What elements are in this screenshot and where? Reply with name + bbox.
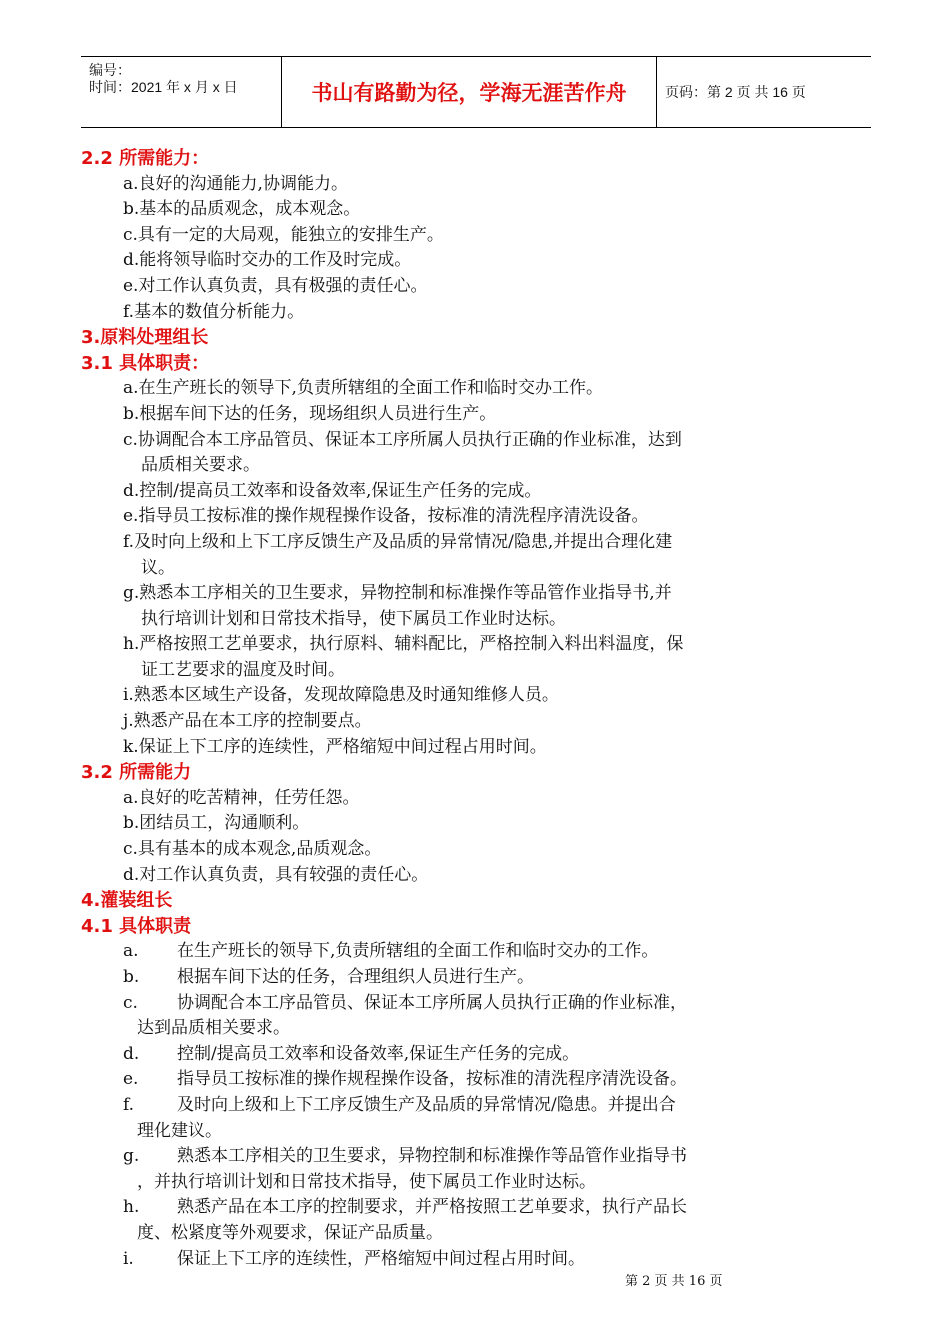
list-item-continuation: 达到品质相关要求。 [137,1018,290,1039]
list-item [81,1247,881,1273]
list-item-text: 保证上下工序的连续性，严格缩短中间过程占用时间。 [177,1248,585,1269]
list-item: h.严格按照工艺单要求，执行原料、辅料配比，严格控制入料出料温度，保 [123,634,684,655]
list-item-text: 在生产班长的领导下,负责所辖组的全面工作和临时交办的工作。 [177,941,659,962]
list-item: c.具有基本的成本观念,品质观念。 [123,839,382,860]
list-item: c.协调配合本工序品管员、保证本工序所属人员执行正确的作业标准，达到 [123,429,682,450]
number-label: 编号： [89,62,131,78]
list-item: f.及时向上级和上下工序反馈生产及品质的异常情况/隐患,并提出合理化建 [123,531,673,552]
list-item-text: 根据车间下达的任务，合理组织人员进行生产。 [177,967,534,987]
page-header [81,56,871,128]
list-item: b.根据车间下达的任务，现场组织人员进行生产。 [123,403,497,424]
list-item: d.能将领导临时交办的工作及时完成。 [123,250,412,271]
time-label: 时间：2021 年 x 月 x 日 [89,79,238,95]
list-item [81,1067,881,1093]
document-body [81,146,881,1272]
list-item-continuation: 证工艺要求的温度及时间。 [141,659,345,680]
list-item: g.熟悉本工序相关的卫生要求，异物控制和标准操作等品管作业指导书,并 [123,583,672,604]
list-item [81,991,881,1017]
list-item: k.保证上下工序的连续性，严格缩短中间过程占用时间。 [123,736,547,757]
list-item-continuation: 度、松紧度等外观要求，保证产品质量。 [137,1222,443,1243]
list-item [81,965,881,991]
list-item-marker: e. [123,1069,139,1090]
list-item [81,1195,881,1221]
list-item: c.具有一定的大局观，能独立的安排生产。 [123,224,444,245]
list-item-marker: b. [123,967,140,987]
section-heading: 4.1 具体职责 [81,915,192,937]
header-motto: 书山有路勤为径，学海无涯苦作舟 [281,57,657,127]
list-item: j.熟悉产品在本工序的控制要点。 [123,711,372,732]
header-page-code: 页码：第 2 页 共 16 页 [665,84,806,100]
list-item: i.熟悉本区域生产设备，发现故障隐患及时通知维修人员。 [123,685,559,706]
list-item: b.团结员工，沟通顺利。 [123,813,310,834]
list-item-continuation: 品质相关要求。 [141,455,260,476]
list-item: a.在生产班长的领导下,负责所辖组的全面工作和临时交办工作。 [123,378,603,399]
list-item-text: 指导员工按标准的操作规程操作设备，按标准的清洗程序清洗设备。 [177,1069,687,1090]
list-item-marker: d. [123,1043,140,1064]
list-item: f.基本的数值分析能力。 [123,301,305,322]
list-item: d.对工作认真负责，具有较强的责任心。 [123,864,429,885]
list-item-marker: h. [123,1197,140,1218]
list-item-continuation: 理化建议。 [137,1120,222,1141]
section-heading: 3.原料处理组长 [81,327,209,349]
list-item-text: 及时向上级和上下工序反馈生产及品质的异常情况/隐患。并提出合 [177,1094,676,1115]
page-footer: 第 2 页 共 16 页 [625,1274,723,1289]
list-item [81,1042,881,1068]
list-item [81,1093,881,1119]
list-item-text: 控制/提高员工效率和设备效率,保证生产任务的完成。 [177,1043,580,1064]
list-item-text: 协调配合本工序品管员、保证本工序所属人员执行正确的作业标准， [177,992,687,1013]
list-item-marker: f. [123,1094,135,1115]
list-item [81,939,881,965]
list-item-marker: a. [123,941,139,962]
list-item: d.控制/提高员工效率和设备效率,保证生产任务的完成。 [123,480,542,501]
header-meta [81,57,281,127]
list-item-text: 熟悉本工序相关的卫生要求，异物控制和标准操作等品管作业指导书 [177,1146,687,1167]
list-item-continuation: ，并执行培训计划和日常技术指导，使下属员工作业时达标。 [137,1171,596,1192]
list-item: a.良好的吃苦精神，任劳任怨。 [123,787,360,808]
list-item-marker: i. [123,1248,134,1269]
section-heading: 4.灌装组长 [81,890,173,912]
section-heading: 3.2 所需能力 [81,762,192,784]
list-item-continuation: 议。 [141,557,175,578]
section-heading: 3.1 具体职责： [81,352,210,374]
list-item: e.指导员工按标准的操作规程操作设备，按标准的清洗程序清洗设备。 [123,506,649,527]
list-item-marker: g. [123,1146,140,1167]
list-item-text: 熟悉产品在本工序的控制要求，并严格按照工艺单要求，执行产品长 [177,1197,687,1218]
list-item-continuation: 执行培训计划和日常技术指导，使下属员工作业时达标。 [141,608,566,629]
list-item [81,1144,881,1170]
list-item: a.良好的沟通能力,协调能力。 [123,173,348,194]
list-item-marker: c. [123,992,138,1013]
list-item: b.基本的品质观念，成本观念。 [123,199,361,220]
section-heading: 2.2 所需能力： [81,148,210,169]
list-item: e.对工作认真负责，具有极强的责任心。 [123,275,428,296]
